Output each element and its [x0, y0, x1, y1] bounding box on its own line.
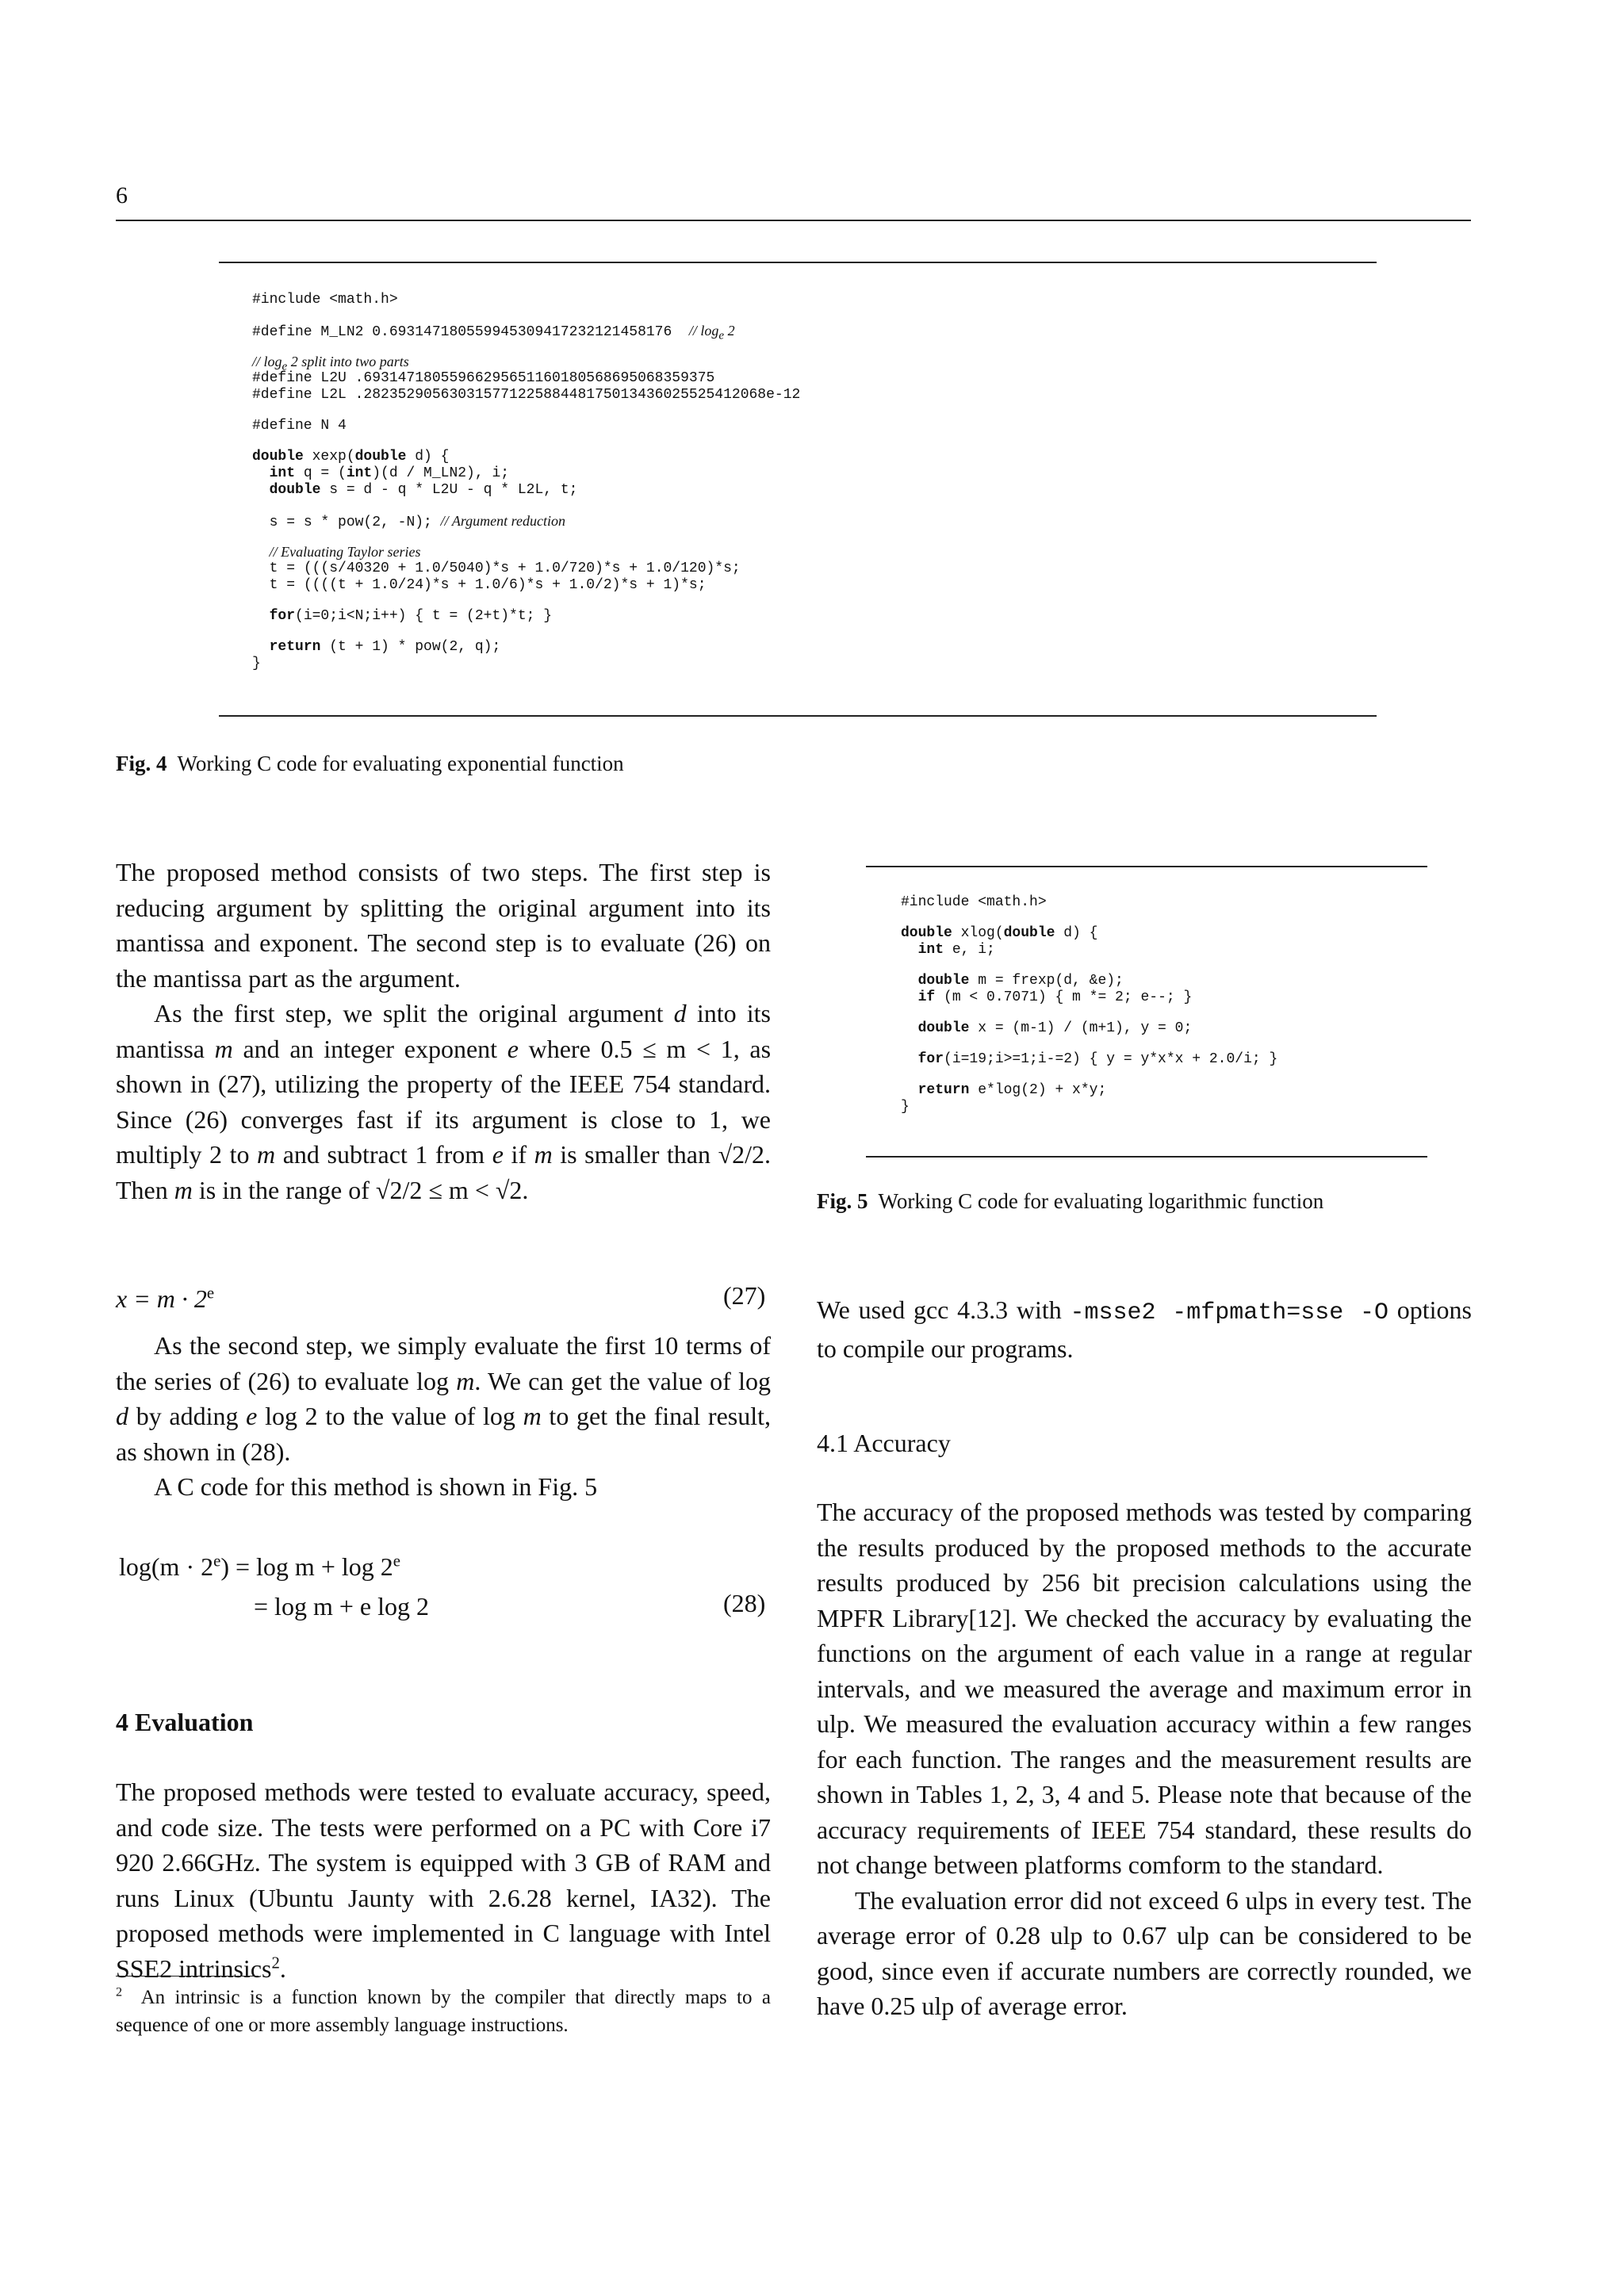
code-line: double s = d - q * L2U - q * L2L, t; — [269, 482, 578, 498]
code-line: #define N 4 — [252, 418, 347, 434]
code-line: int e, i; — [917, 942, 995, 958]
subsection-title: 4.1 Accuracy — [817, 1429, 951, 1457]
footnote: $^2$ An intrinsic is a function known by the compiler that directly maps to a sequence of one or more assembly language instructions. — [116, 1984, 771, 2036]
equation-27: $x = m \cdot 2^e$ — [116, 1284, 215, 1313]
code-line: #define M_LN2 $0.693147180559945309417232121458176 // \log_e 2$ — [252, 323, 735, 342]
code-line: double x = (m-1) / (m+1), y = 0; — [917, 1020, 1193, 1036]
code-line: double xlog(double d) { — [901, 925, 1098, 941]
code-line: for(i=19;i>=1;i-=2) { y = y*x*x + 2.0/i; } — [917, 1051, 1278, 1067]
code-line: for(i=0;i<N;i++) { t = (2+t)*t; } — [269, 608, 553, 624]
equation-28: $\log(m \cdot 2^e) = \log m + \log 2^e$ = log m + e log 2 — [119, 1552, 429, 1621]
section-title: 4 Evaluation — [116, 1708, 254, 1736]
figure-4-code-listing — [219, 262, 1377, 717]
code-line: s = s * pow(2, -N); // Argument reduction — [269, 513, 565, 530]
equation-27-number: (27) — [723, 1281, 766, 1310]
left-paragraph-2: As the second step, we simply evaluate the first 10 terms of the series of (26) to evaluate log m. We can get the value of log d by adding e log 2 to the value of log m to get the final result, as shown in (28). A C code for this method is shown in Fig. 5 — [116, 1331, 772, 1501]
code-line: } — [901, 1099, 910, 1115]
header-rule — [116, 220, 1471, 221]
code-line: #include <math.h> — [252, 292, 398, 308]
code-line: return (t + 1) * pow(2, q); — [269, 639, 501, 655]
right-paragraph-2: The accuracy of the proposed methods was tested by comparing the results produced by the proposed methods to the accurate results produced by 256 bit precision calculations using the MPFR Library[12]. We checked the accuracy by evaluating the functions on the argument of each value in a range at regular intervals, and we measured the average and maximum error in ulp. We measured the evaluation accuracy within a few ranges for each function. The ranges and the measurement results are shown in Tables 1, 2, 3, 4 and 5. Please note that because of the accuracy requirements of IEEE 754 standard, these results do not change between platforms comform to the standard. The evaluation error did not exceed 6 ulps in every test. The average error of 0.28 ulp to 0.67 ulp can be considered to be good, since even if accurate numbers are correctly rounded, we have 0.25 ulp of average error. — [817, 1498, 1472, 2020]
equation-28-number: (28) — [723, 1589, 766, 1617]
figure-4-caption: Fig. 4 Working C code for evaluating exponential function — [116, 752, 624, 775]
code-line: t = ((((t + 1.0/24)*s + 1.0/6)*s + 1.0/2)*s + 1)*s; — [269, 577, 707, 593]
code-line: int q = (int)(d / M_LN2), i; — [269, 465, 510, 481]
code-comment: // $\log_e 2$ split into two parts — [252, 354, 409, 373]
code-line: double m = frexp(d, &e); — [917, 973, 1124, 989]
figure-5-code-listing — [866, 866, 1427, 1158]
code-comment: // Evaluating Taylor series — [269, 544, 421, 560]
code-line: #define L2U .69314718055966295651160180568695068359375 — [252, 370, 715, 386]
left-paragraph-1: The proposed method consists of two steps. The first step is reducing argument by splitting the original argument into its mantissa and exponent. The second step is to evaluate (26) on the mantissa part as the argument. As the first step, we split the original argument d into its mantissa m and an integer exponent e where 0.5 ≤ m < 1, as shown in (27), utilizing the property of the IEEE 754 standard. Since (26) converges fast if its argument is close to 1, we multiply 2 to m and subtract 1 from e if m is smaller than √2/2. Then m is in the range of √2/2 ≤ m < √2. — [116, 858, 772, 1204]
code-line: if (m < 0.7071) { m *= 2; e--; } — [917, 989, 1193, 1005]
code-line: return e*log(2) + x*y; — [917, 1082, 1107, 1098]
code-line: double xexp(double d) { — [252, 449, 450, 465]
code-line: #include <math.h> — [901, 894, 1047, 910]
right-paragraph-1: We used gcc 4.3.3 with -msse2 -mfpmath=sse -O options to compile our programs. — [817, 1295, 1473, 1363]
left-paragraph-3: The proposed methods were tested to evaluate accuracy, speed, and code size. The tests were performed on a PC with Core i7 920 2.66GHz. The system is equipped with 3 GB of RAM and runs Linux (Ubuntu Jaunty with 2.6.28 kernel, IA32). The proposed methods were implemented in C language with Intel SSE2 intrinsics$^2$. — [116, 1777, 771, 1983]
code-line: #define L2L .28235290563031577122588448175013436025525412068e-12 — [252, 387, 801, 403]
figure-5-caption: Fig. 5 Working C code for evaluating logarithmic function — [817, 1189, 1324, 1213]
code-line: t = (((s/40320 + 1.0/5040)*s + 1.0/720)*s + 1.0/120)*s; — [269, 561, 741, 576]
code-line: } — [252, 656, 261, 672]
page-number: 6 — [116, 182, 128, 209]
